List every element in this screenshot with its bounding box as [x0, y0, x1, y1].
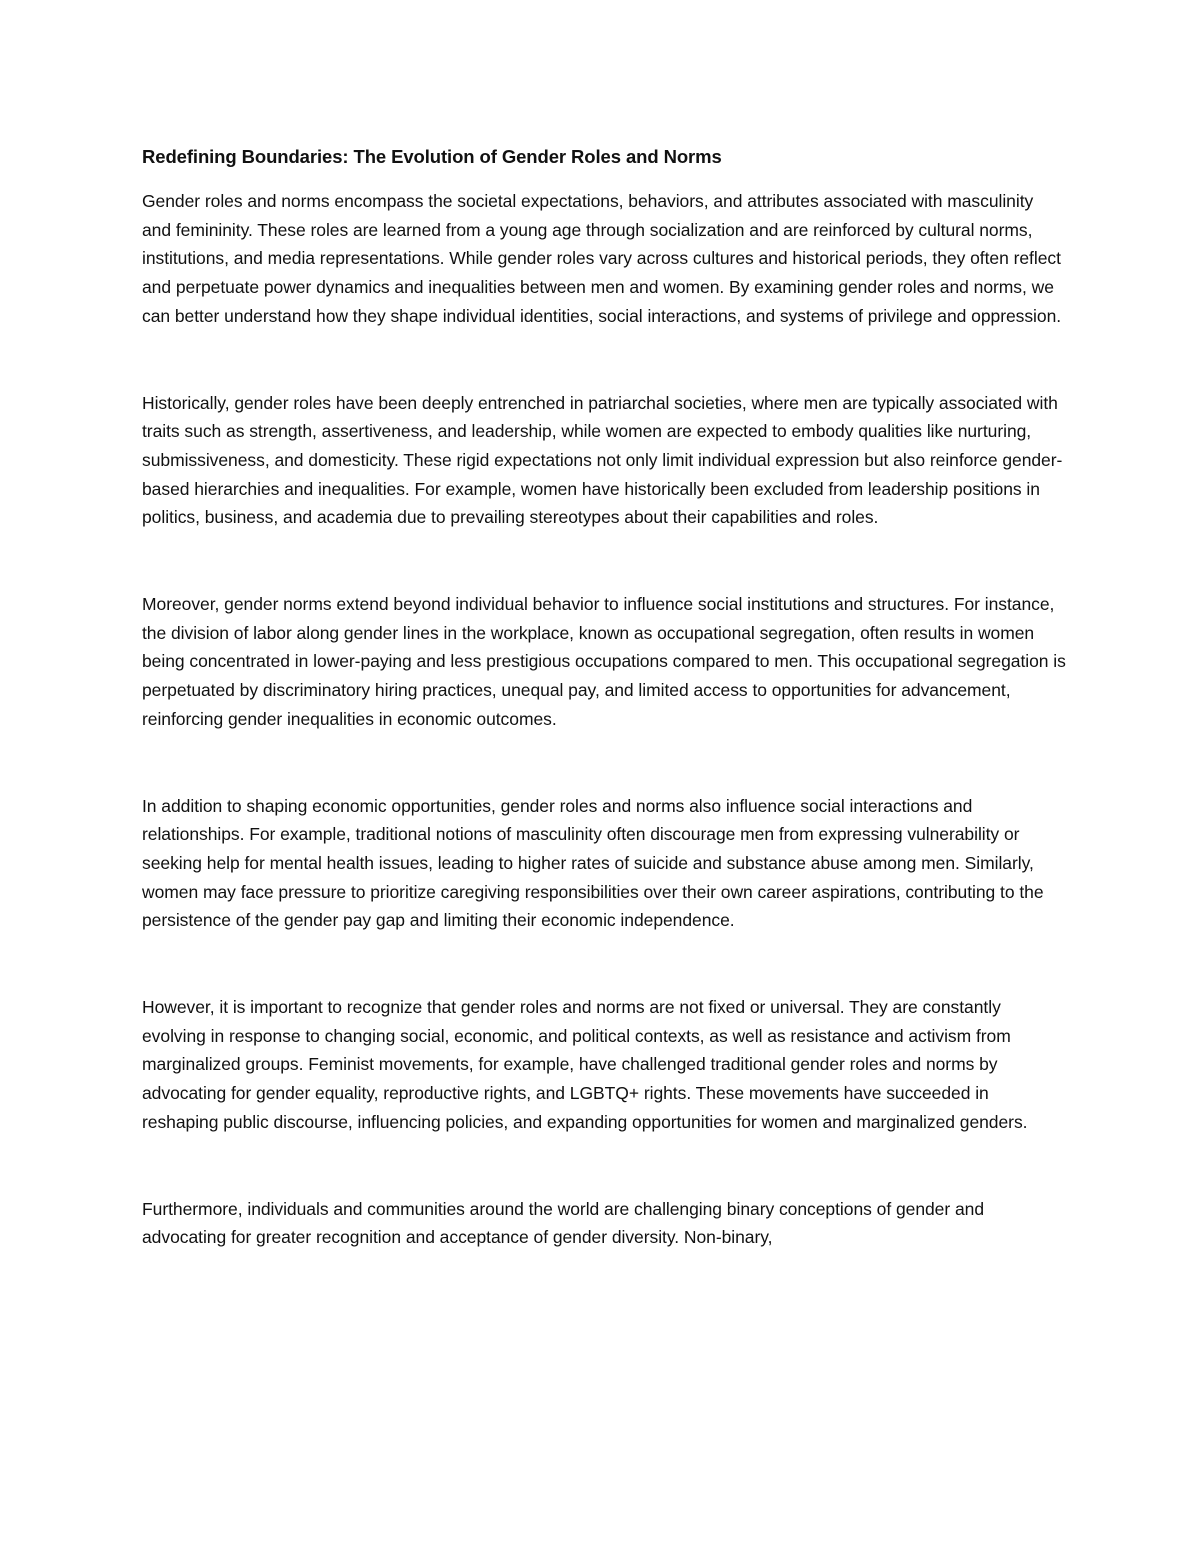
paragraph-evolving-norms: However, it is important to recognize that gender roles and norms are not fixed or universal. They are constantly evolving in response to changing social, economic, and political contexts, as well as resistance and activism from marginalized groups. Feminist movements, for example, have challenged traditional gender roles and norms by advocating for gender equality, reproductive rights, and LGBTQ+ rights. These movements have succeeded in reshaping public discourse, influencing policies, and expanding opportunities for women and marginalized genders.	[142, 997, 1028, 1132]
paragraph-historical: Historically, gender roles have been deeply entrenched in patriarchal societies, where men are typically associated with traits such as strength, assertiveness, and leadership, while women are expected to embody qualities like nurturing, submissiveness, and domesticity. These rigid expectations not only limit individual expression but also reinforce gender-based hierarchies and inequalities. For example, women have historically been excluded from leadership positions in politics, business, and academia due to prevailing stereotypes about their capabilities and roles.	[142, 392, 1063, 528]
document-body	[142, 143, 1067, 1252]
paragraph-intro: Gender roles and norms encompass the societal expectations, behaviors, and attributes associated with masculinity and femininity. These roles are learned from a young age through socialization and are reinforced by cultural norms, institutions, and media representations. While gender roles vary across cultures and historical periods, they often reflect and perpetuate power dynamics and inequalities between men and women. By examining gender roles and norms, we can better understand how they shape individual identities, social interactions, and systems of privilege and oppression.	[142, 191, 1062, 326]
paragraph-social-interactions: In addition to shaping economic opportunities, gender roles and norms also influence social interactions and relationships. For example, traditional notions of masculinity often discourage men from expressing vulnerability or seeking help for mental health issues, leading to higher rates of suicide and substance abuse among men. Similarly, women may face pressure to prioritize caregiving responsibilities over their own career aspirations, contributing to the persistence of the gender pay gap and limiting their economic independence.	[142, 795, 1044, 931]
paragraph-institutions: Moreover, gender norms extend beyond individual behavior to influence social institutions and structures. For instance, the division of labor along gender lines in the workplace, known as occupational segregation, often results in women being concentrated in lower-paying and less prestigious occupations compared to men. This occupational segregation is perpetuated by discriminatory hiring practices, unequal pay, and limited access to opportunities for advancement, reinforcing gender inequalities in economic outcomes.	[142, 594, 1066, 729]
paragraph-gender-diversity: Furthermore, individuals and communities around the world are challenging binary conceptions of gender and advocating for greater recognition and acceptance of gender diversity. Non-binary,	[142, 1198, 984, 1248]
document-title: Redefining Boundaries: The Evolution of Gender Roles and Norms	[142, 146, 722, 167]
